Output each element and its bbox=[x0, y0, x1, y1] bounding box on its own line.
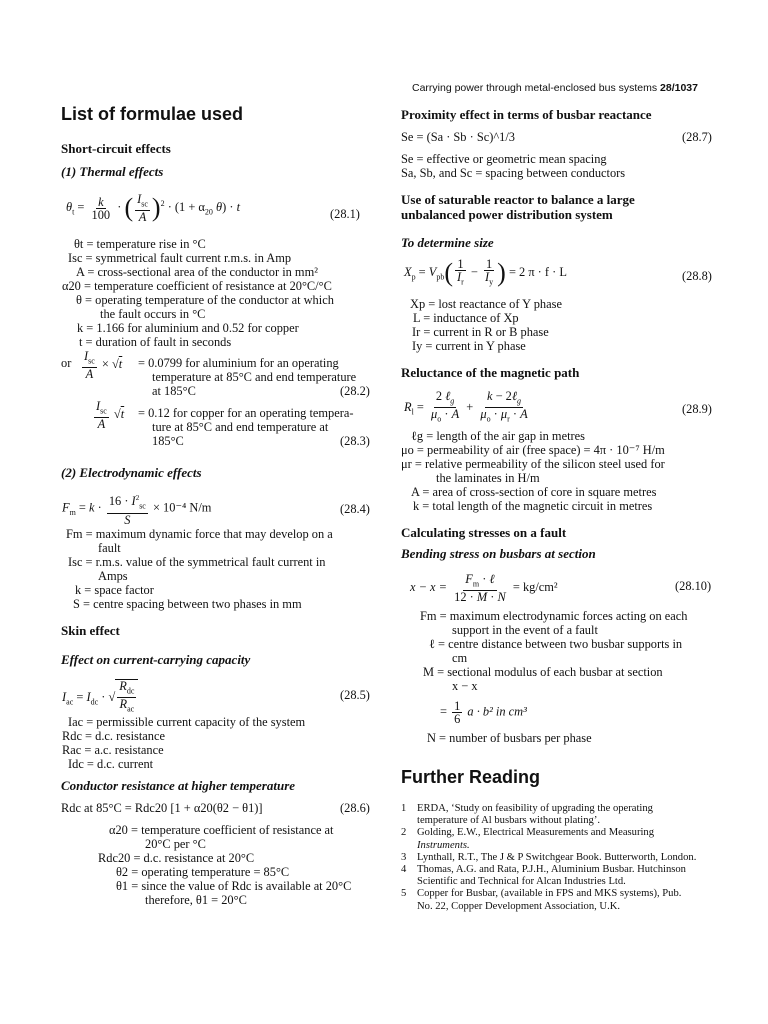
subsection-heading: Effect on current-carrying capacity bbox=[61, 652, 251, 667]
definition-list: Xp = lost reactance of Y phase L = inductance of Xp Ir = current in R or B phase Iy = current in Y phase bbox=[410, 297, 562, 353]
reference-item: 3 Lynthall, R.T., The J & P Switchgear Book. Butterworth, London. bbox=[401, 851, 697, 863]
definition-list: α20 = temperature coefficient of resistance at 20°C per °C Rdc20 = d.c. resistance at 20°C θ2 = operating temperature = 85°C θ1 = since the value of Rdc is available at 20°C therefore, θ1 = 20°C bbox=[98, 823, 352, 907]
definition: t = duration of fault in seconds bbox=[79, 335, 232, 349]
definition: the fault occurs in °C bbox=[100, 307, 206, 321]
equation-number: (28.5) bbox=[340, 688, 370, 702]
equation-28-5: $I_{ac} = I_{dc}$ · √ $\frac{R_{dc}}{R_{ac}}$ bbox=[62, 679, 138, 716]
reference-item: 1 ERDA, ‘Study on feasibility of upgrading the operating temperature of Al busbars without plating’. bbox=[401, 803, 653, 827]
equation-28-9: $R_l$ = $\frac{2 \ell_g}{\mu_o \cdot A}$ + $\frac{k - 2\ell_g}{\mu_o \cdot \mu_r \cdot A}$ bbox=[404, 389, 528, 424]
section-heading: Short-circuit effects bbox=[61, 141, 171, 156]
section-heading: Reluctance of the magnetic path bbox=[401, 365, 580, 380]
equation-text: = 0.0799 for aluminium for an operating temperature at 85°C and end temperature at 185°C bbox=[138, 356, 357, 398]
subsection-heading: (1) Thermal effects bbox=[61, 164, 164, 179]
equation-number: (28.1) bbox=[330, 207, 360, 221]
section-heading: Use of saturable reactor to balance a large unbalanced power distribution system bbox=[401, 192, 635, 222]
definition-list: Se = effective or geometric mean spacing Sa, Sb, and Sc = spacing between conductors bbox=[401, 152, 626, 180]
modulus-formula: = $\frac{1}{6}$ a · b² in cm³ bbox=[440, 699, 527, 726]
subsection-heading: Conductor resistance at higher temperature bbox=[61, 778, 296, 793]
equation-28-7: Se = (Sa · Sb · Sc)^1/3 bbox=[401, 130, 515, 144]
or-label: or bbox=[61, 356, 72, 370]
equation-number: (28.2) bbox=[340, 384, 370, 398]
definition: α20 = temperature coefficient of resistance at 20°C/°C bbox=[62, 279, 332, 293]
reference-item: 5 Copper for Busbar, (available in FPS and MKS systems), Pub. No. 22, Copper Development Association, U.K. bbox=[401, 888, 682, 912]
definition: N = number of busbars per phase bbox=[427, 731, 592, 745]
subsection-heading: Bending stress on busbars at section bbox=[401, 546, 596, 561]
section-heading: Calculating stresses on a fault bbox=[401, 525, 567, 540]
definition: θt = temperature rise in °C bbox=[74, 237, 206, 251]
equation-number: (28.10) bbox=[675, 579, 712, 593]
running-header bbox=[412, 82, 698, 94]
subsection-heading: (2) Electrodynamic effects bbox=[61, 465, 202, 480]
equation-28-3-lhs: $\frac{I_{sc}}{A}$ √t bbox=[96, 399, 125, 432]
definition: A = cross-sectional area of the conductor in mm² bbox=[76, 265, 318, 279]
equation-number: (28.9) bbox=[682, 402, 712, 416]
equation-number: (28.6) bbox=[340, 801, 370, 815]
section-heading: Skin effect bbox=[61, 623, 120, 638]
definition: k = 1.166 for aluminium and 0.52 for copper bbox=[77, 321, 299, 335]
section-heading: Proximity effect in terms of busbar reactance bbox=[401, 107, 652, 122]
definition: θ = operating temperature of the conductor at which bbox=[76, 293, 334, 307]
reference-item: 2 Golding, E.W., Electrical Measurements and Measuring Instruments. bbox=[401, 827, 655, 851]
definition-list: Fm = maximum electrodynamic forces acting on each support in the event of a fault ℓ = centre distance between two busbar supports in cm M = sectional modulus of each busbar at section x − x bbox=[420, 609, 688, 693]
page-title: List of formulae used bbox=[61, 104, 244, 124]
equation-28-10: x − x = $\frac{F_m \cdot \ell}{12 \cdot M \cdot N}$ = kg/cm² bbox=[410, 572, 558, 605]
running-title: Carrying power through metal-enclosed bus systems bbox=[412, 82, 658, 94]
equation-28-8: $X_p = V_{pb}$( $\frac{1}{I_r}$ − $\frac{1}{I_y}$ ) = 2 π · f · L bbox=[404, 257, 567, 288]
definition: Isc = symmetrical fault current r.m.s. in Amp bbox=[68, 251, 292, 265]
definition-list bbox=[62, 237, 382, 349]
page-number: 28/1037 bbox=[660, 82, 698, 94]
equation-28-2-lhs: $\frac{I_{sc}}{A}$ × √t bbox=[84, 349, 123, 382]
equation-28-4: $F_m = k$ · $\frac{16 \cdot I^2_{sc}}{S}$ × 10⁻⁴ N/m bbox=[62, 494, 212, 527]
reference-item: 4 Thomas, A.G. and Rata, P.J.H., Aluminium Busbar. Hutchinson Scientific and Technical for Alcan Industries Ltd. bbox=[401, 864, 686, 888]
definition-list: Iac = permissible current capacity of the system Rdc = d.c. resistance Rac = a.c. resistance Idc = d.c. current bbox=[62, 715, 306, 771]
equation-number: (28.3) bbox=[340, 434, 370, 448]
equation-number: (28.4) bbox=[340, 502, 370, 516]
subsection-heading: To determine size bbox=[401, 235, 494, 250]
equation-number: (28.7) bbox=[682, 130, 712, 144]
equation-number: (28.8) bbox=[682, 269, 712, 283]
equation-28-1: $\theta_t$ = $\frac{k}{100}$ · ( $\frac{I_{sc}}{A}$ )$^2 \cdot (1 + \alpha_{20}$ θ) · t bbox=[66, 192, 241, 225]
reference-list bbox=[401, 803, 721, 913]
equation-text: = 0.12 for copper for an operating tempera- ture at 85°C and end temperature at 185°C bbox=[138, 406, 354, 448]
definition-list: ℓg = length of the air gap in metres μo = permeability of air (free space) = 4π · 10⁻⁷ H/m μr = relative permeability of the silicon steel used for the laminates in H/m A = area of cross-section of core in square metres k = total length of the magnetic circuit in metres bbox=[401, 429, 665, 513]
equation-28-6: Rdc at 85°C = Rdc20 [1 + α20(θ2 − θ1)] bbox=[61, 801, 263, 815]
further-reading-heading: Further Reading bbox=[401, 767, 541, 787]
definition-list: Fm = maximum dynamic force that may develop on a fault Isc = r.m.s. value of the symmetrical fault current in Amps k = space factor S = centre spacing between two phases in mm bbox=[66, 527, 333, 611]
